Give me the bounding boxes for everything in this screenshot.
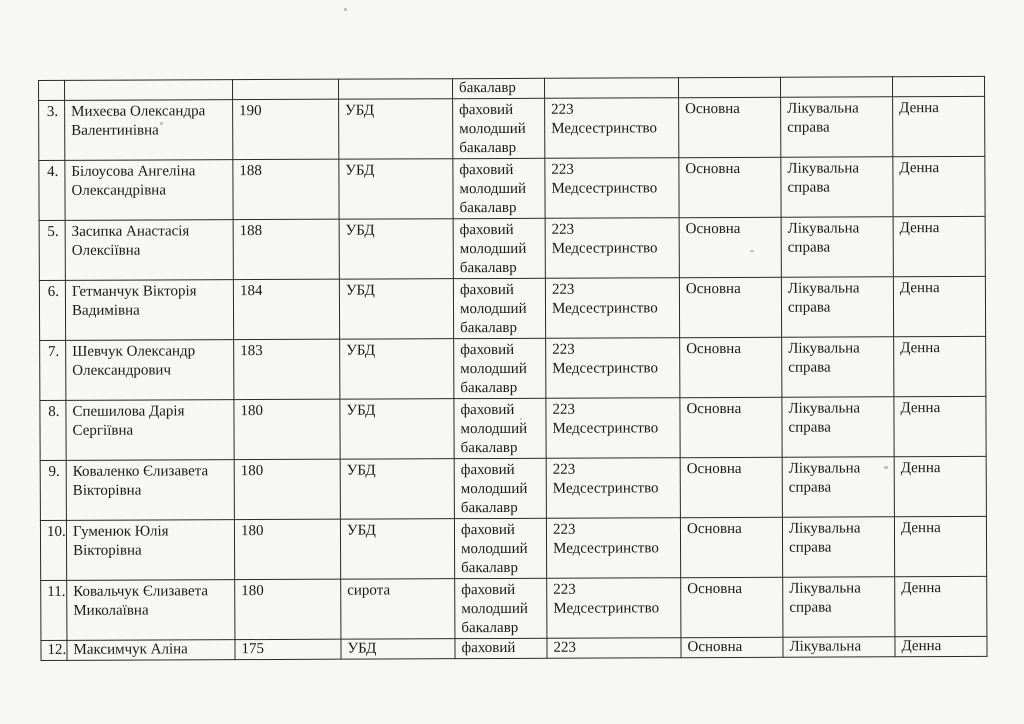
- score-cell: 180: [234, 399, 340, 459]
- program-cell: Лікувальна справа: [782, 457, 894, 517]
- score-cell: 180: [234, 459, 340, 519]
- specialty-cell: 223 Медсестринство: [547, 578, 681, 639]
- table-row: [40, 336, 986, 400]
- program-cell: Лікувальна справа: [781, 97, 893, 157]
- score-cell: 180: [234, 519, 340, 579]
- form-cell: Денна: [895, 636, 987, 656]
- form-cell: Денна: [894, 396, 986, 456]
- specialty-cell: 223 Медсестринство: [545, 158, 679, 219]
- score-cell: 188: [233, 219, 339, 279]
- basis-cell: Основна: [679, 157, 781, 217]
- table-row: [39, 156, 985, 220]
- number-cell: 7.: [40, 340, 66, 400]
- name-cell: Гетманчук Вікторія Вадимівна: [65, 280, 233, 341]
- category-cell: УБД: [340, 459, 454, 519]
- form-cell: Денна: [893, 276, 985, 336]
- category-cell: УБД: [340, 399, 454, 459]
- category-cell: УБД: [339, 159, 453, 219]
- number-cell: 4.: [39, 160, 65, 220]
- level-cell: фаховий молодший бакалавр: [453, 218, 545, 278]
- name-cell: Гуменюк Юлія Вікторівна: [66, 520, 234, 581]
- table-row-partial: [41, 636, 987, 660]
- specialty-cell: 223 Медсестринство: [546, 338, 680, 399]
- program-cell: Лікувальна справа: [782, 517, 894, 577]
- basis-cell: Основна: [679, 277, 781, 337]
- table-row: [39, 216, 985, 280]
- table-row: [39, 96, 985, 160]
- number-cell: 9.: [40, 460, 66, 520]
- form-cell: Денна: [894, 516, 986, 576]
- category-cell: УБД: [340, 339, 454, 399]
- form-cell: Денна: [894, 336, 986, 396]
- name-cell: Михеєва Олександра Валентинівна: [65, 100, 233, 161]
- number-cell: 8.: [40, 400, 66, 460]
- table-row: [40, 456, 986, 520]
- program-cell: Лікувальна справа: [783, 577, 895, 637]
- table-row: [40, 516, 986, 580]
- level-cell: фаховий молодший бакалавр: [453, 98, 545, 158]
- number-cell: 6.: [39, 280, 65, 340]
- specialty-cell: 223 Медсестринство: [545, 98, 679, 159]
- form-cell: Денна: [894, 456, 986, 516]
- name-cell: Шевчук Олександр Олександрович: [66, 340, 234, 401]
- program-cell: Лікувальна: [783, 637, 895, 657]
- name-cell: Білоусова Ангеліна Олександрівна: [65, 160, 233, 221]
- score-cell: 190: [233, 99, 339, 159]
- number-cell: 12.: [41, 640, 67, 660]
- category-cell: УБД: [340, 519, 454, 579]
- program-cell: Лікувальна справа: [781, 157, 893, 217]
- score-cell: 184: [233, 279, 339, 339]
- specialty-cell: 223 Медсестринство: [545, 218, 679, 279]
- program-cell: Лікувальна справа: [781, 277, 893, 337]
- table-row: [41, 576, 987, 640]
- level-cell: фаховий молодший бакалавр: [453, 158, 545, 218]
- category-cell: УБД: [339, 279, 453, 339]
- category-cell: сирота: [341, 579, 455, 639]
- basis-cell: Основна: [680, 397, 782, 457]
- level-cell: фаховий: [455, 638, 547, 658]
- score-cell: 188: [233, 159, 339, 219]
- level-cell: фаховий молодший бакалавр: [454, 518, 546, 578]
- form-cell: Денна: [893, 156, 985, 216]
- basis-cell: Основна: [679, 97, 781, 157]
- basis-cell: Основна: [680, 457, 782, 517]
- category-cell: УБД: [341, 639, 455, 659]
- name-cell: Спешилова Дарія Сергіївна: [66, 400, 234, 461]
- level-cell: фаховий молодший бакалавр: [455, 578, 547, 638]
- number-cell: 5.: [39, 220, 65, 280]
- name-cell: Ковальчук Єлизавета Миколаївна: [67, 580, 235, 641]
- specialty-cell: 223 Медсестринство: [545, 278, 679, 339]
- name-cell: Коваленко Єлизавета Вікторівна: [66, 460, 234, 521]
- program-cell: Лікувальна справа: [782, 397, 894, 457]
- basis-cell: Основна: [679, 217, 781, 277]
- number-cell: 10.: [40, 520, 66, 580]
- number-cell: 3.: [39, 100, 65, 160]
- program-cell: Лікувальна справа: [782, 337, 894, 397]
- level-cell: бакалавр: [452, 78, 544, 98]
- score-cell: 183: [234, 339, 340, 399]
- basis-cell: Основна: [680, 337, 782, 397]
- specialty-cell: 223 Медсестринство: [546, 518, 680, 579]
- table-row: [40, 396, 986, 460]
- specialty-cell: 223 Медсестринство: [546, 398, 680, 459]
- number-cell: 11.: [41, 580, 67, 640]
- admission-list-table: [38, 76, 988, 661]
- table-row: [39, 276, 985, 340]
- level-cell: фаховий молодший бакалавр: [454, 338, 546, 398]
- score-cell: 180: [235, 579, 341, 639]
- form-cell: Денна: [893, 216, 985, 276]
- specialty-cell: 223: [547, 638, 681, 659]
- name-cell: Засипка Анастасія Олексіївна: [65, 220, 233, 281]
- level-cell: фаховий молодший бакалавр: [454, 458, 546, 518]
- category-cell: УБД: [339, 99, 453, 159]
- level-cell: фаховий молодший бакалавр: [453, 278, 545, 338]
- basis-cell: Основна: [681, 577, 783, 637]
- form-cell: Денна: [895, 576, 987, 636]
- category-cell: УБД: [339, 219, 453, 279]
- program-cell: Лікувальна справа: [781, 217, 893, 277]
- form-cell: Денна: [893, 96, 985, 156]
- level-cell: фаховий молодший бакалавр: [454, 398, 546, 458]
- basis-cell: Основна: [680, 517, 782, 577]
- name-cell: Максимчук Аліна: [67, 640, 235, 661]
- score-cell: 175: [235, 639, 341, 659]
- specialty-cell: 223 Медсестринство: [546, 458, 680, 519]
- basis-cell: Основна: [681, 637, 783, 657]
